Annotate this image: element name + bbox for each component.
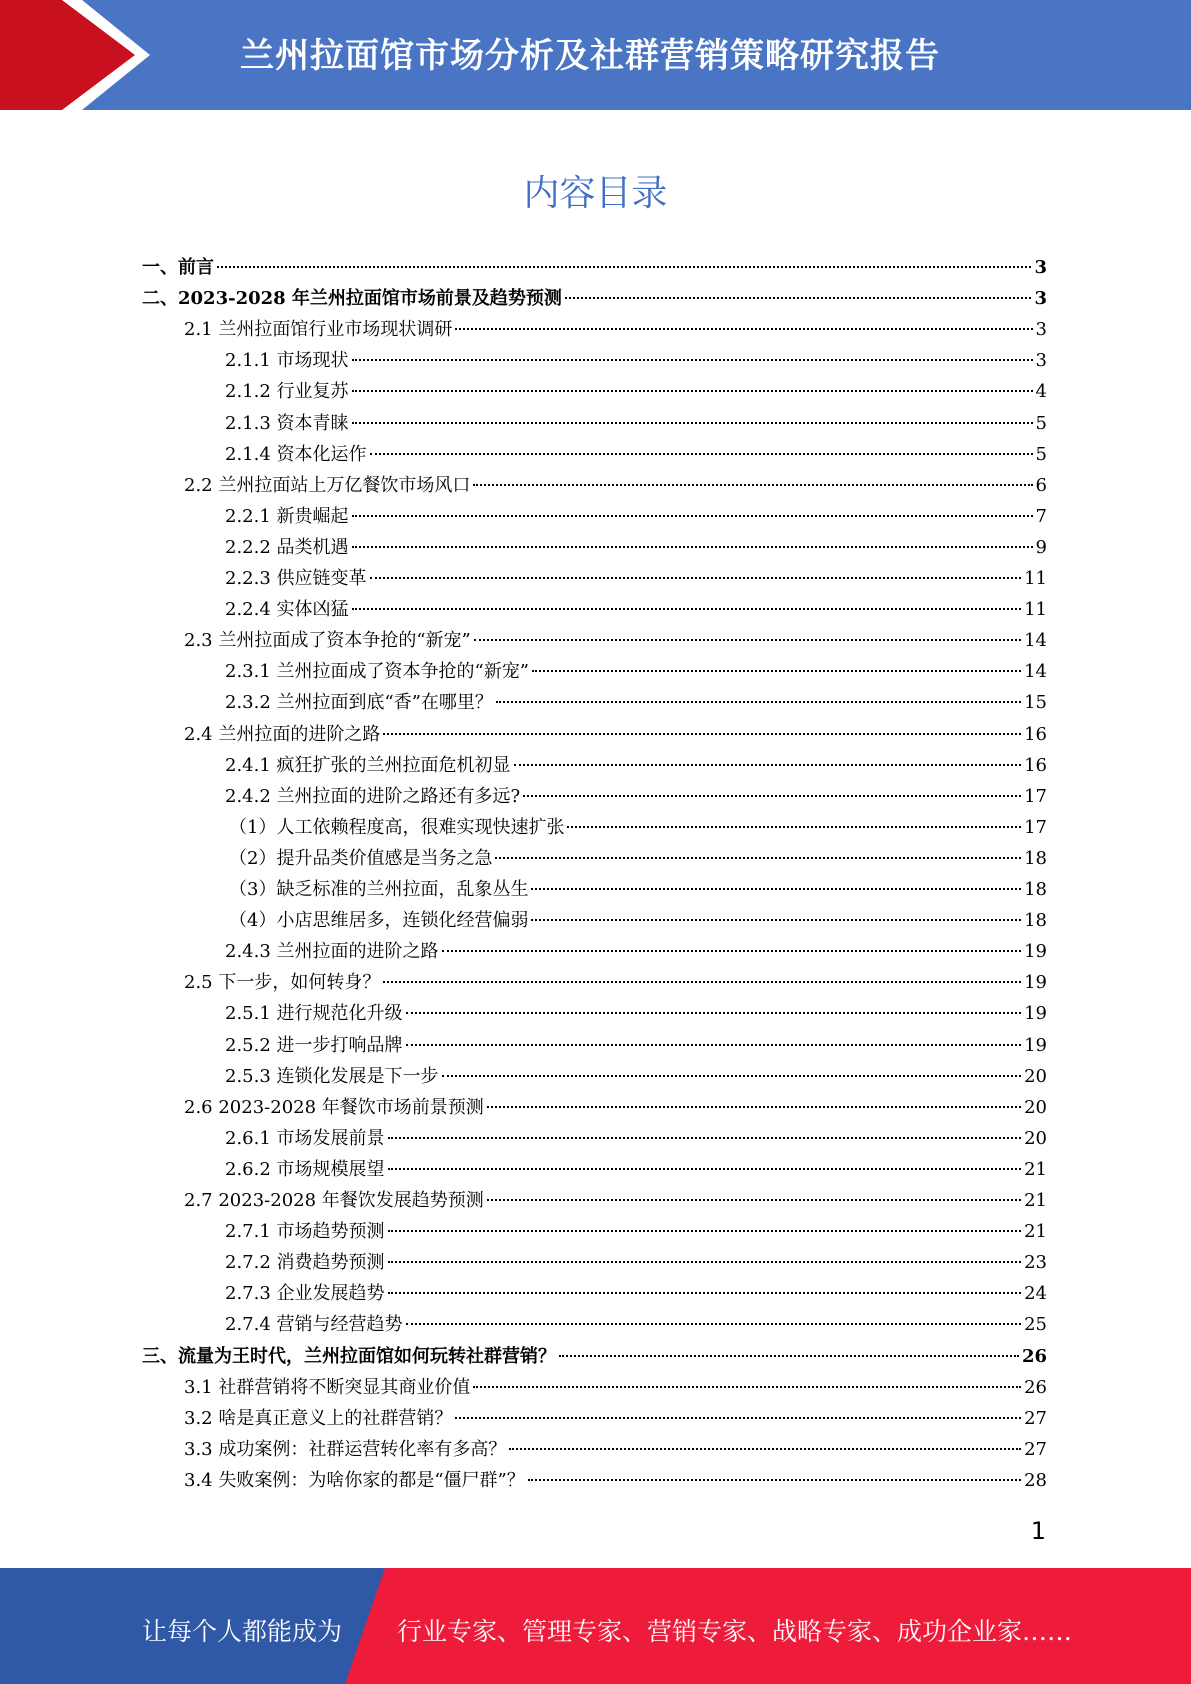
- toc-entry-title: 2.3.1 兰州拉面成了资本争抢的“新宠”: [225, 661, 529, 683]
- toc-entry-page: 5: [1035, 443, 1047, 465]
- footer-banner: [0, 1568, 1191, 1684]
- toc-dot-leader: [388, 1230, 1022, 1232]
- toc-entry-title: 2.2.2 品类机遇: [225, 536, 349, 558]
- toc-entry-page: 16: [1024, 754, 1047, 776]
- toc-entry-page: 4: [1035, 381, 1047, 403]
- toc-entry[interactable]: [225, 409, 1047, 440]
- toc-entry-page: 19: [1024, 941, 1047, 963]
- toc-heading: 内容目录: [523, 173, 668, 214]
- toc-entry-page: 27: [1024, 1407, 1047, 1429]
- toc-entry-title: 2.2 兰州拉面站上万亿餐饮市场风口: [184, 474, 471, 496]
- toc-dot-leader: [388, 1168, 1022, 1170]
- toc-dot-leader: [565, 297, 1032, 299]
- toc-dot-leader: [383, 981, 1021, 983]
- toc-entry[interactable]: [184, 1093, 1047, 1124]
- toc-entry[interactable]: [184, 1186, 1047, 1217]
- header-banner: [0, 0, 1191, 110]
- toc-entry-title: 2.2.4 实体凶猛: [225, 599, 349, 621]
- toc-dot-leader: [559, 1355, 1019, 1357]
- toc-entry-page: 16: [1024, 723, 1047, 745]
- toc-dot-leader: [567, 826, 1021, 828]
- toc-entry-title: 2.7.1 市场趋势预测: [225, 1221, 385, 1243]
- toc-entry[interactable]: [225, 1124, 1047, 1155]
- toc-entry[interactable]: [184, 1404, 1047, 1435]
- toc-entry-title: 2.7.4 营销与经营趋势: [225, 1314, 403, 1336]
- toc-entry-title: 三、流量为王时代，兰州拉面馆如何玩转社群营销？: [142, 1345, 556, 1367]
- toc-dot-leader: [509, 1448, 1021, 1450]
- toc-entry-page: 14: [1024, 630, 1047, 652]
- toc-entry-page: 3: [1034, 257, 1047, 278]
- toc-entry-page: 19: [1024, 972, 1047, 994]
- toc-entry[interactable]: [229, 813, 1047, 844]
- toc-entry-page: 19: [1024, 1034, 1047, 1056]
- toc-dot-leader: [532, 670, 1021, 672]
- toc-entry-page: 24: [1024, 1283, 1047, 1305]
- toc-entry-page: 27: [1024, 1438, 1047, 1460]
- toc-entry-title: 2.1.3 资本青睐: [225, 412, 349, 434]
- toc-entry-title: 2.1.1 市场现状: [225, 350, 349, 372]
- toc-dot-leader: [528, 1479, 1021, 1481]
- toc-entry[interactable]: [225, 440, 1047, 471]
- toc-entry-page: 5: [1035, 412, 1047, 434]
- toc-entry[interactable]: [225, 564, 1047, 595]
- toc-entry-page: 18: [1024, 847, 1047, 869]
- toc-entry[interactable]: [225, 937, 1047, 968]
- toc-dot-leader: [442, 1075, 1022, 1077]
- toc-entry-title: 二、2023-2028 年兰州拉面馆市场前景及趋势预测: [142, 288, 562, 310]
- toc-entry-title: 3.4 失败案例：为啥你家的都是“僵尸群”？: [184, 1469, 525, 1491]
- toc-entry-title: 2.7 2023-2028 年餐饮发展趋势预测: [184, 1190, 484, 1211]
- toc-entry[interactable]: [225, 595, 1047, 626]
- toc-entry[interactable]: [184, 315, 1047, 346]
- toc-entry-title: 一、前言: [142, 257, 214, 278]
- toc-entry-page: 9: [1035, 536, 1047, 558]
- toc-dot-leader: [531, 919, 1021, 921]
- toc-entry-title: 2.5.2 进一步打响品牌: [225, 1034, 403, 1056]
- toc-entry-title: 2.7.3 企业发展趋势: [225, 1283, 385, 1305]
- toc-dot-leader: [496, 701, 1021, 703]
- toc-entry-page: 20: [1024, 1096, 1047, 1118]
- toc-dot-leader: [487, 1106, 1021, 1108]
- page-number: 1: [1030, 1517, 1046, 1545]
- toc-dot-leader: [352, 422, 1033, 424]
- toc-entry-title: （1）人工依赖程度高，很难实现快速扩张: [229, 816, 565, 838]
- toc-entry[interactable]: [225, 657, 1047, 688]
- toc-entry-page: 26: [1021, 1345, 1047, 1367]
- toc-dot-leader: [352, 608, 1022, 610]
- toc-entry-title: 2.6.2 市场规模展望: [225, 1158, 385, 1180]
- toc-entry-title: 2.5.1 进行规范化升级: [225, 1003, 403, 1025]
- report-title: 兰州拉面馆市场分析及社群营销策略研究报告: [240, 36, 940, 76]
- toc-entry[interactable]: [225, 688, 1047, 719]
- toc-entry-title: 2.2.3 供应链变革: [225, 568, 367, 589]
- toc-entry-title: 2.4.2 兰州拉面的进阶之路还有多远?: [225, 785, 521, 807]
- toc-entry-page: 17: [1024, 816, 1047, 838]
- toc-entry-title: 2.1 兰州拉面馆行业市场现状调研: [184, 319, 453, 341]
- toc-entry-title: 2.3.2 兰州拉面到底“香”在哪里？: [225, 692, 493, 714]
- toc-entry[interactable]: [225, 377, 1047, 408]
- toc-entry-title: 2.2.1 新贵崛起: [225, 505, 349, 527]
- toc-entry[interactable]: [225, 502, 1047, 533]
- toc-entry-page: 7: [1035, 505, 1047, 527]
- toc-entry-title: 2.7.2 消费趋势预测: [225, 1252, 385, 1274]
- toc-entry[interactable]: [225, 346, 1047, 377]
- toc-entry-page: 11: [1024, 599, 1047, 621]
- toc-dot-leader: [473, 1386, 1021, 1388]
- toc-entry-title: 2.6.1 市场发展前景: [225, 1127, 385, 1149]
- toc-dot-leader: [388, 1137, 1022, 1139]
- toc-dot-leader: [406, 1323, 1022, 1325]
- toc-entry-page: 21: [1024, 1158, 1047, 1180]
- toc-entry[interactable]: [225, 1217, 1047, 1248]
- toc-entry[interactable]: [184, 720, 1047, 751]
- toc-entry-page: 3: [1034, 288, 1047, 310]
- toc-dot-leader: [406, 1012, 1022, 1014]
- toc-entry-page: 21: [1024, 1190, 1047, 1211]
- toc-entry-page: 26: [1024, 1376, 1047, 1398]
- toc-dot-leader: [523, 795, 1021, 797]
- toc-entry-page: 20: [1024, 1127, 1047, 1149]
- toc-entry-page: 18: [1024, 910, 1047, 932]
- toc-entry-page: 25: [1024, 1314, 1047, 1336]
- toc-dot-leader: [455, 1417, 1021, 1419]
- toc-entry[interactable]: [142, 253, 1047, 284]
- toc-dot-leader: [352, 546, 1033, 548]
- toc-entry-page: 23: [1024, 1252, 1047, 1274]
- toc-entry-title: 2.1.4 资本化运作: [225, 443, 367, 465]
- toc-entry[interactable]: [184, 626, 1047, 657]
- toc-entry[interactable]: [225, 1062, 1047, 1093]
- toc-dot-leader: [352, 515, 1033, 517]
- toc-entry[interactable]: [184, 1435, 1047, 1466]
- toc-dot-leader: [531, 888, 1021, 890]
- toc-entry-title: 2.4 兰州拉面的进阶之路: [184, 723, 381, 745]
- toc-entry[interactable]: [142, 1342, 1047, 1373]
- toc-dot-leader: [474, 639, 1021, 641]
- toc-entry-page: 14: [1024, 661, 1047, 683]
- toc-entry-title: （3）缺乏标准的兰州拉面，乱象丛生: [229, 879, 529, 900]
- toc-dot-leader: [383, 733, 1021, 735]
- toc-entry[interactable]: [225, 999, 1047, 1030]
- toc-dot-leader: [217, 266, 1031, 268]
- toc-entry-page: 21: [1024, 1221, 1047, 1243]
- toc-entry-title: 2.3 兰州拉面成了资本争抢的“新宠”: [184, 630, 471, 652]
- toc-entry-page: 18: [1024, 879, 1047, 900]
- toc-entry[interactable]: [184, 968, 1047, 999]
- toc-dot-leader: [487, 1199, 1021, 1201]
- toc-entry-page: 17: [1024, 785, 1047, 807]
- toc-entry-page: 20: [1024, 1065, 1047, 1087]
- toc-dot-leader: [406, 1044, 1022, 1046]
- toc-entry-title: 2.4.1 疯狂扩张的兰州拉面危机初显: [225, 754, 511, 776]
- toc-entry[interactable]: [225, 751, 1047, 782]
- toc-dot-leader: [370, 577, 1022, 579]
- toc-entry-title: 3.3 成功案例：社群运营转化率有多高？: [184, 1438, 507, 1460]
- toc-entry-title: 2.4.3 兰州拉面的进阶之路: [225, 941, 439, 963]
- toc-entry-title: （4）小店思维居多，连锁化经营偏弱: [229, 910, 529, 932]
- toc-dot-leader: [352, 359, 1033, 361]
- toc-entry[interactable]: [184, 1466, 1047, 1497]
- toc-dot-leader: [495, 857, 1021, 859]
- toc-entry[interactable]: [229, 844, 1047, 875]
- toc-entry-title: 2.1.2 行业复苏: [225, 381, 349, 403]
- toc-entry[interactable]: [225, 1310, 1047, 1341]
- toc-dot-leader: [370, 453, 1033, 455]
- toc-entry[interactable]: [229, 875, 1047, 906]
- toc-entry-page: 11: [1024, 568, 1047, 589]
- toc-entry[interactable]: [225, 1248, 1047, 1279]
- toc-entry-title: 2.5 下一步，如何转身？: [184, 972, 381, 994]
- toc-entry[interactable]: [184, 471, 1047, 502]
- toc-dot-leader: [352, 390, 1033, 392]
- toc-entry[interactable]: [225, 782, 1047, 813]
- toc-entry-page: 15: [1024, 692, 1047, 714]
- toc-entry[interactable]: [225, 1279, 1047, 1310]
- toc-entry[interactable]: [225, 533, 1047, 564]
- toc-entry[interactable]: [225, 1155, 1047, 1186]
- toc-entry-page: 28: [1024, 1469, 1047, 1491]
- toc-dot-leader: [388, 1261, 1022, 1263]
- toc-entry-page: 3: [1035, 319, 1047, 341]
- footer-slogan-left: 让每个人都能成为: [142, 1617, 343, 1646]
- footer-slogan-right: 行业专家、管理专家、营销专家、战略专家、成功企业家……: [397, 1617, 1073, 1646]
- toc-entry-page: 6: [1035, 474, 1047, 496]
- toc-entry-title: （2）提升品类价值感是当务之急: [229, 847, 493, 869]
- toc-dot-leader: [388, 1292, 1022, 1294]
- toc-entry-page: 3: [1035, 350, 1047, 372]
- toc-entry[interactable]: [184, 1373, 1047, 1404]
- toc-dot-leader: [442, 950, 1022, 952]
- toc-entry-title: 2.6 2023-2028 年餐饮市场前景预测: [184, 1096, 484, 1118]
- toc-entry-title: 3.2 啥是真正意义上的社群营销？: [184, 1407, 453, 1429]
- toc-entry-title: 2.5.3 连锁化发展是下一步: [225, 1065, 439, 1087]
- toc-dot-leader: [514, 764, 1022, 766]
- toc-dot-leader: [473, 484, 1032, 486]
- toc-entry[interactable]: [229, 906, 1047, 937]
- toc-entry[interactable]: [225, 1031, 1047, 1062]
- toc-dot-leader: [455, 328, 1032, 330]
- toc-entry-page: 19: [1024, 1003, 1047, 1025]
- toc-entry[interactable]: [142, 284, 1047, 315]
- toc-entry-title: 3.1 社群营销将不断突显其商业价值: [184, 1376, 471, 1398]
